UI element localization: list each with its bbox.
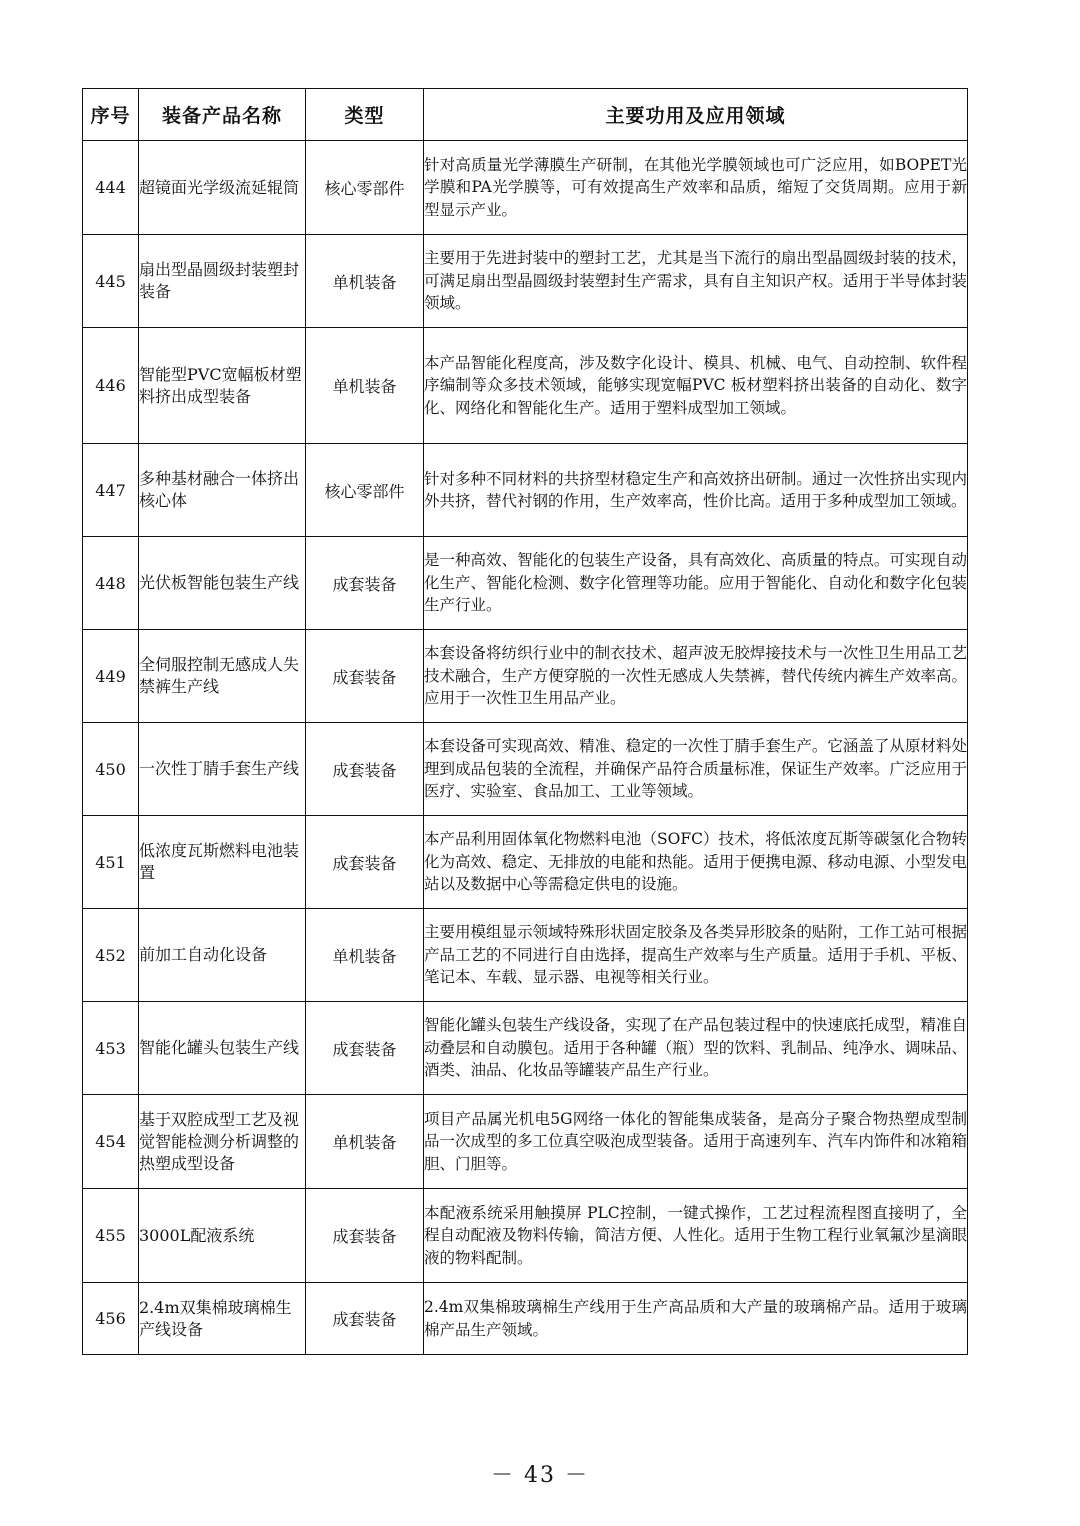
table-row: [83, 1095, 968, 1189]
product-description: 2.4m双集棉玻璃棉生产线用于生产高品质和大产量的玻璃棉产品。适用于玻璃棉产品生产领域。: [424, 1283, 968, 1355]
product-name: 多种基材融合一体挤出核心体: [139, 444, 306, 537]
table-row: [83, 235, 968, 328]
product-name: 全伺服控制无感成人失禁裤生产线: [139, 630, 306, 723]
row-number: 449: [83, 630, 139, 723]
product-type: 成套装备: [306, 1002, 424, 1095]
product-type: 成套装备: [306, 723, 424, 816]
table-row: [83, 909, 968, 1002]
product-description: 本产品智能化程度高，涉及数字化设计、模具、机械、电气、自动控制、软件程序编制等众多技术领域，能够实现宽幅PVC 板材塑料挤出装备的自动化、数字化、网络化和智能化生产。适用于塑料成型加工领域。: [424, 328, 968, 444]
product-name: 一次性丁腈手套生产线: [139, 723, 306, 816]
row-number: 444: [83, 141, 139, 235]
product-name: 光伏板智能包装生产线: [139, 537, 306, 630]
product-description: 本配液系统采用触摸屏 PLC控制，一键式操作，工艺过程流程图直接明了，全程自动配液及物料传输，简洁方便、人性化。适用于生物工程行业氧氟沙星滴眼液的物料配制。: [424, 1189, 968, 1283]
row-number: 453: [83, 1002, 139, 1095]
row-number: 455: [83, 1189, 139, 1283]
table-row: [83, 1283, 968, 1355]
table-row: [83, 328, 968, 444]
table-row: [83, 444, 968, 537]
product-name: 基于双腔成型工艺及视觉智能检测分析调整的热塑成型设备: [139, 1095, 306, 1189]
product-description: 本套设备将纺织行业中的制衣技术、超声波无胶焊接技术与一次性卫生用品工艺技术融合，生产方便穿脱的一次性无感成人失禁裤，替代传统内裤生产效率高。应用于一次性卫生用品产业。: [424, 630, 968, 723]
product-description: 是一种高效、智能化的包装生产设备，具有高效化、高质量的特点。可实现自动化生产、智能化检测、数字化管理等功能。应用于智能化、自动化和数字化包装生产行业。: [424, 537, 968, 630]
table-row: [83, 1189, 968, 1283]
product-name: 2.4m双集棉玻璃棉生产线设备: [139, 1283, 306, 1355]
table-row: [83, 1002, 968, 1095]
product-type: 核心零部件: [306, 444, 424, 537]
table-row: [83, 816, 968, 909]
product-name: 智能型PVC宽幅板材塑料挤出成型装备: [139, 328, 306, 444]
product-type: 单机装备: [306, 235, 424, 328]
product-name: 低浓度瓦斯燃料电池装置: [139, 816, 306, 909]
header-function-application: 主要功用及应用领域: [424, 89, 968, 141]
product-type: 单机装备: [306, 1095, 424, 1189]
row-number: 448: [83, 537, 139, 630]
product-name: 前加工自动化设备: [139, 909, 306, 1002]
header-serial-number: 序号: [83, 89, 139, 141]
product-description: 针对多种不同材料的共挤型材稳定生产和高效挤出研制。通过一次性挤出实现内外共挤，替代衬钢的作用，生产效率高，性价比高。适用于多种成型加工领域。: [424, 444, 968, 537]
product-name: 3000L配液系统: [139, 1189, 306, 1283]
product-type: 单机装备: [306, 328, 424, 444]
product-description: 针对高质量光学薄膜生产研制，在其他光学膜领域也可广泛应用，如BOPET光学膜和PA光学膜等，可有效提高生产效率和品质，缩短了交货周期。应用于新型显示产业。: [424, 141, 968, 235]
product-name: 扇出型晶圆级封装塑封装备: [139, 235, 306, 328]
table-row: [83, 630, 968, 723]
product-type: 成套装备: [306, 816, 424, 909]
page-number: － 43 －: [491, 1463, 589, 1488]
row-number: 446: [83, 328, 139, 444]
product-description: 本产品利用固体氧化物燃料电池（SOFC）技术，将低浓度瓦斯等碳氢化合物转化为高效、稳定、无排放的电能和热能。适用于便携电源、移动电源、小型发电站以及数据中心等需稳定供电的设施。: [424, 816, 968, 909]
product-name: 智能化罐头包装生产线: [139, 1002, 306, 1095]
row-number: 454: [83, 1095, 139, 1189]
table-header-row: [83, 89, 968, 141]
equipment-table: [82, 88, 968, 1355]
header-type: 类型: [306, 89, 424, 141]
row-number: 450: [83, 723, 139, 816]
product-description: 智能化罐头包装生产线设备，实现了在产品包装过程中的快速底托成型，精准自动叠层和自动膜包。适用于各种罐（瓶）型的饮料、乳制品、纯净水、调味品、酒类、油品、化妆品等罐装产品生产行业。: [424, 1002, 968, 1095]
row-number: 456: [83, 1283, 139, 1355]
product-description: 主要用于先进封装中的塑封工艺，尤其是当下流行的扇出型晶圆级封装的技术，可满足扇出型晶圆级封装塑封生产需求，具有自主知识产权。适用于半导体封装领域。: [424, 235, 968, 328]
header-product-name: 装备产品名称: [139, 89, 306, 141]
product-type: 成套装备: [306, 1283, 424, 1355]
product-type: 成套装备: [306, 630, 424, 723]
product-description: 项目产品属光机电5G网络一体化的智能集成装备，是高分子聚合物热塑成型制品一次成型的多工位真空吸泡成型装备。适用于高速列车、汽车内饰件和冰箱箱胆、门胆等。: [424, 1095, 968, 1189]
table-row: [83, 141, 968, 235]
product-description: 本套设备可实现高效、精准、稳定的一次性丁腈手套生产。它涵盖了从原材料处理到成品包装的全流程，并确保产品符合质量标准，保证生产效率。广泛应用于医疗、实验室、食品加工、工业等领域。: [424, 723, 968, 816]
product-type: 核心零部件: [306, 141, 424, 235]
product-type: 成套装备: [306, 537, 424, 630]
product-type: 成套装备: [306, 1189, 424, 1283]
row-number: 447: [83, 444, 139, 537]
product-name: 超镜面光学级流延辊筒: [139, 141, 306, 235]
row-number: 445: [83, 235, 139, 328]
table-row: [83, 537, 968, 630]
product-type: 单机装备: [306, 909, 424, 1002]
row-number: 452: [83, 909, 139, 1002]
table-row: [83, 723, 968, 816]
product-description: 主要用模组显示领域特殊形状固定胶条及各类异形胶条的贴附，工作工站可根据产品工艺的不同进行自由选择，提高生产效率与生产质量。适用于手机、平板、笔记本、车载、显示器、电视等相关行业。: [424, 909, 968, 1002]
row-number: 451: [83, 816, 139, 909]
